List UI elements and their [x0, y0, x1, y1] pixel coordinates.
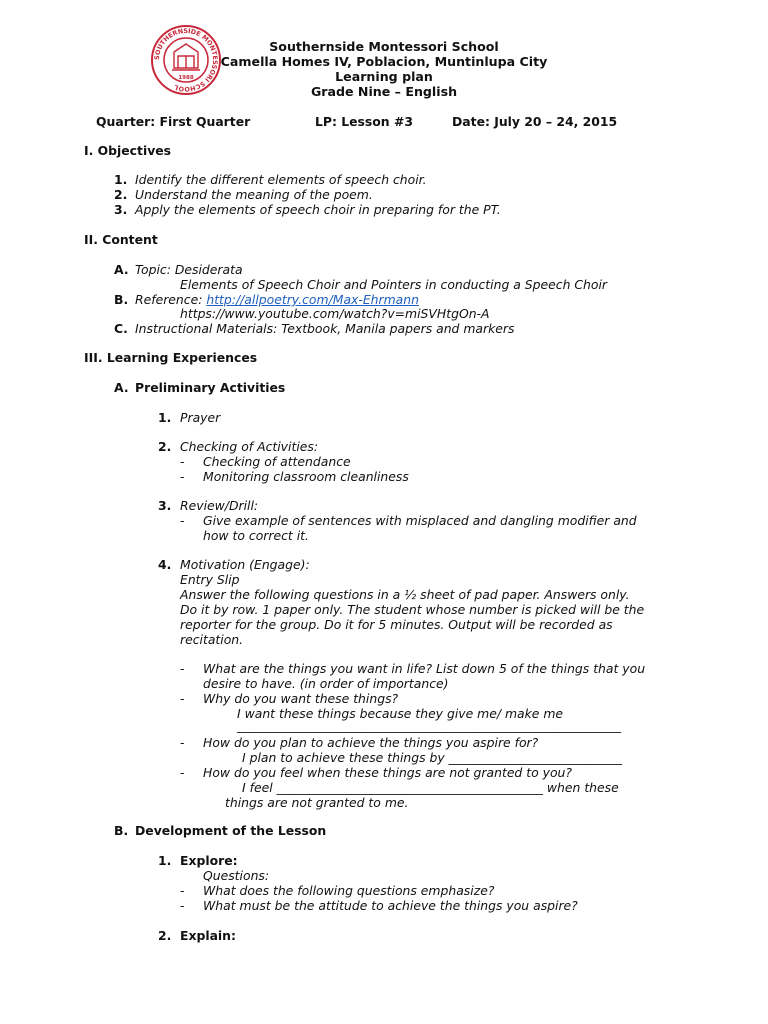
question-item: Why do you want these things? [203, 691, 399, 706]
reference-link[interactable]: http://allpoetry.com/Max-Ehrmann [206, 292, 419, 307]
dash-bullet: - [180, 513, 185, 528]
sub-item: Checking of attendance [203, 454, 351, 469]
dash-bullet: - [180, 454, 185, 469]
development-heading: Development of the Lesson [135, 823, 327, 838]
dash-bullet: - [180, 883, 185, 898]
content-label-b: B. [114, 292, 129, 307]
activity-checking: Checking of Activities: [180, 439, 319, 454]
objective-number: 1. [114, 172, 128, 187]
prelim-heading: Preliminary Activities [135, 380, 286, 395]
answer-prompt: I feel ___________________________________________ when these [242, 780, 619, 795]
content-topic: Topic: Desiderata [135, 262, 243, 277]
instructions-line: Answer the following questions in a ½ sheet of pad paper. Answers only. [180, 587, 630, 602]
activity-number: 4. [158, 557, 172, 572]
dash-bullet: - [180, 765, 185, 780]
school-address: Camella Homes IV, Poblacion, Muntinlupa City [220, 54, 548, 69]
question-item: What are the things you want in life? List down 5 of the things that you [203, 661, 646, 676]
question-item: What must be the attitude to achieve the things you aspire? [203, 898, 578, 913]
grade-subject: Grade Nine – English [310, 84, 458, 99]
development-label: B. [114, 823, 129, 838]
activity-review: Review/Drill: [180, 498, 259, 513]
instructions-line: Do it by row. 1 paper only. The student whose number is picked will be the [180, 602, 645, 617]
instructions-line: recitation. [180, 632, 244, 647]
question-item: How do you feel when these things are not granted to you? [203, 765, 572, 780]
objective-item: Understand the meaning of the poem. [135, 187, 373, 202]
answer-blank: ______________________________________________________________ [237, 718, 622, 733]
questions-label: Questions: [203, 868, 270, 883]
dash-bullet: - [180, 735, 185, 750]
explain-heading: Explain: [180, 928, 236, 943]
sub-item: Give example of sentences with misplaced and dangling modifier and [203, 513, 637, 528]
activity-number: 2. [158, 928, 172, 943]
objective-number: 2. [114, 187, 128, 202]
activity-motivation: Motivation (Engage): [180, 557, 310, 572]
activity-number: 1. [158, 853, 172, 868]
dash-bullet: - [180, 691, 185, 706]
answer-prompt: I plan to achieve these things by ____________________________ [242, 750, 623, 765]
dash-bullet: - [180, 469, 185, 484]
seal-year: 1988 [178, 75, 194, 81]
activity-prayer: Prayer [180, 410, 221, 425]
activity-number: 3. [158, 498, 172, 513]
objectives-heading: I. Objectives [84, 143, 172, 158]
answer-prompt: I want these things because they give me/ make me [237, 706, 564, 721]
content-label-a: A. [114, 262, 129, 277]
school-name: Southernside Montessori School [269, 39, 499, 54]
reference-url-2: https://www.youtube.com/watch?v=miSVHtgOn-A [180, 306, 490, 321]
prelim-label: A. [114, 380, 129, 395]
question-item-continued: desire to have. (in order of importance) [203, 676, 449, 691]
dash-bullet: - [180, 898, 185, 913]
content-materials: Instructional Materials: Textbook, Manila papers and markers [135, 321, 515, 336]
quarter-field: Quarter: First Quarter [96, 114, 251, 129]
instructions-line: reporter for the group. Do it for 5 minutes. Output will be recorded as [180, 617, 613, 632]
content-label-c: C. [114, 321, 128, 336]
entry-slip: Entry Slip [180, 572, 240, 587]
explore-heading: Explore: [180, 853, 238, 868]
lesson-field: LP: Lesson #3 [315, 114, 413, 129]
sub-item: Monitoring classroom cleanliness [203, 469, 409, 484]
content-topic-sub: Elements of Speech Choir and Pointers in conducting a Speech Choir [180, 277, 607, 292]
objective-number: 3. [114, 202, 128, 217]
sub-item-continued: how to correct it. [203, 528, 309, 543]
content-heading: II. Content [84, 232, 158, 247]
document-type: Learning plan [335, 69, 433, 84]
dash-bullet: - [180, 661, 185, 676]
reference-label: Reference: [135, 292, 207, 307]
objective-item: Identify the different elements of speech choir. [135, 172, 427, 187]
experiences-heading: III. Learning Experiences [84, 350, 258, 365]
activity-number: 2. [158, 439, 172, 454]
question-item: How do you plan to achieve the things you aspire for? [203, 735, 539, 750]
activity-number: 1. [158, 410, 172, 425]
objective-item: Apply the elements of speech choir in preparing for the PT. [135, 202, 501, 217]
content-reference [135, 292, 419, 307]
answer-prompt-continued: things are not granted to me. [225, 795, 409, 810]
seal-ring-text: SOUTHERNSIDE MONTESSORI SCHOOL [152, 26, 220, 94]
date-field: Date: July 20 – 24, 2015 [452, 114, 618, 129]
question-item: What does the following questions emphasize? [203, 883, 495, 898]
